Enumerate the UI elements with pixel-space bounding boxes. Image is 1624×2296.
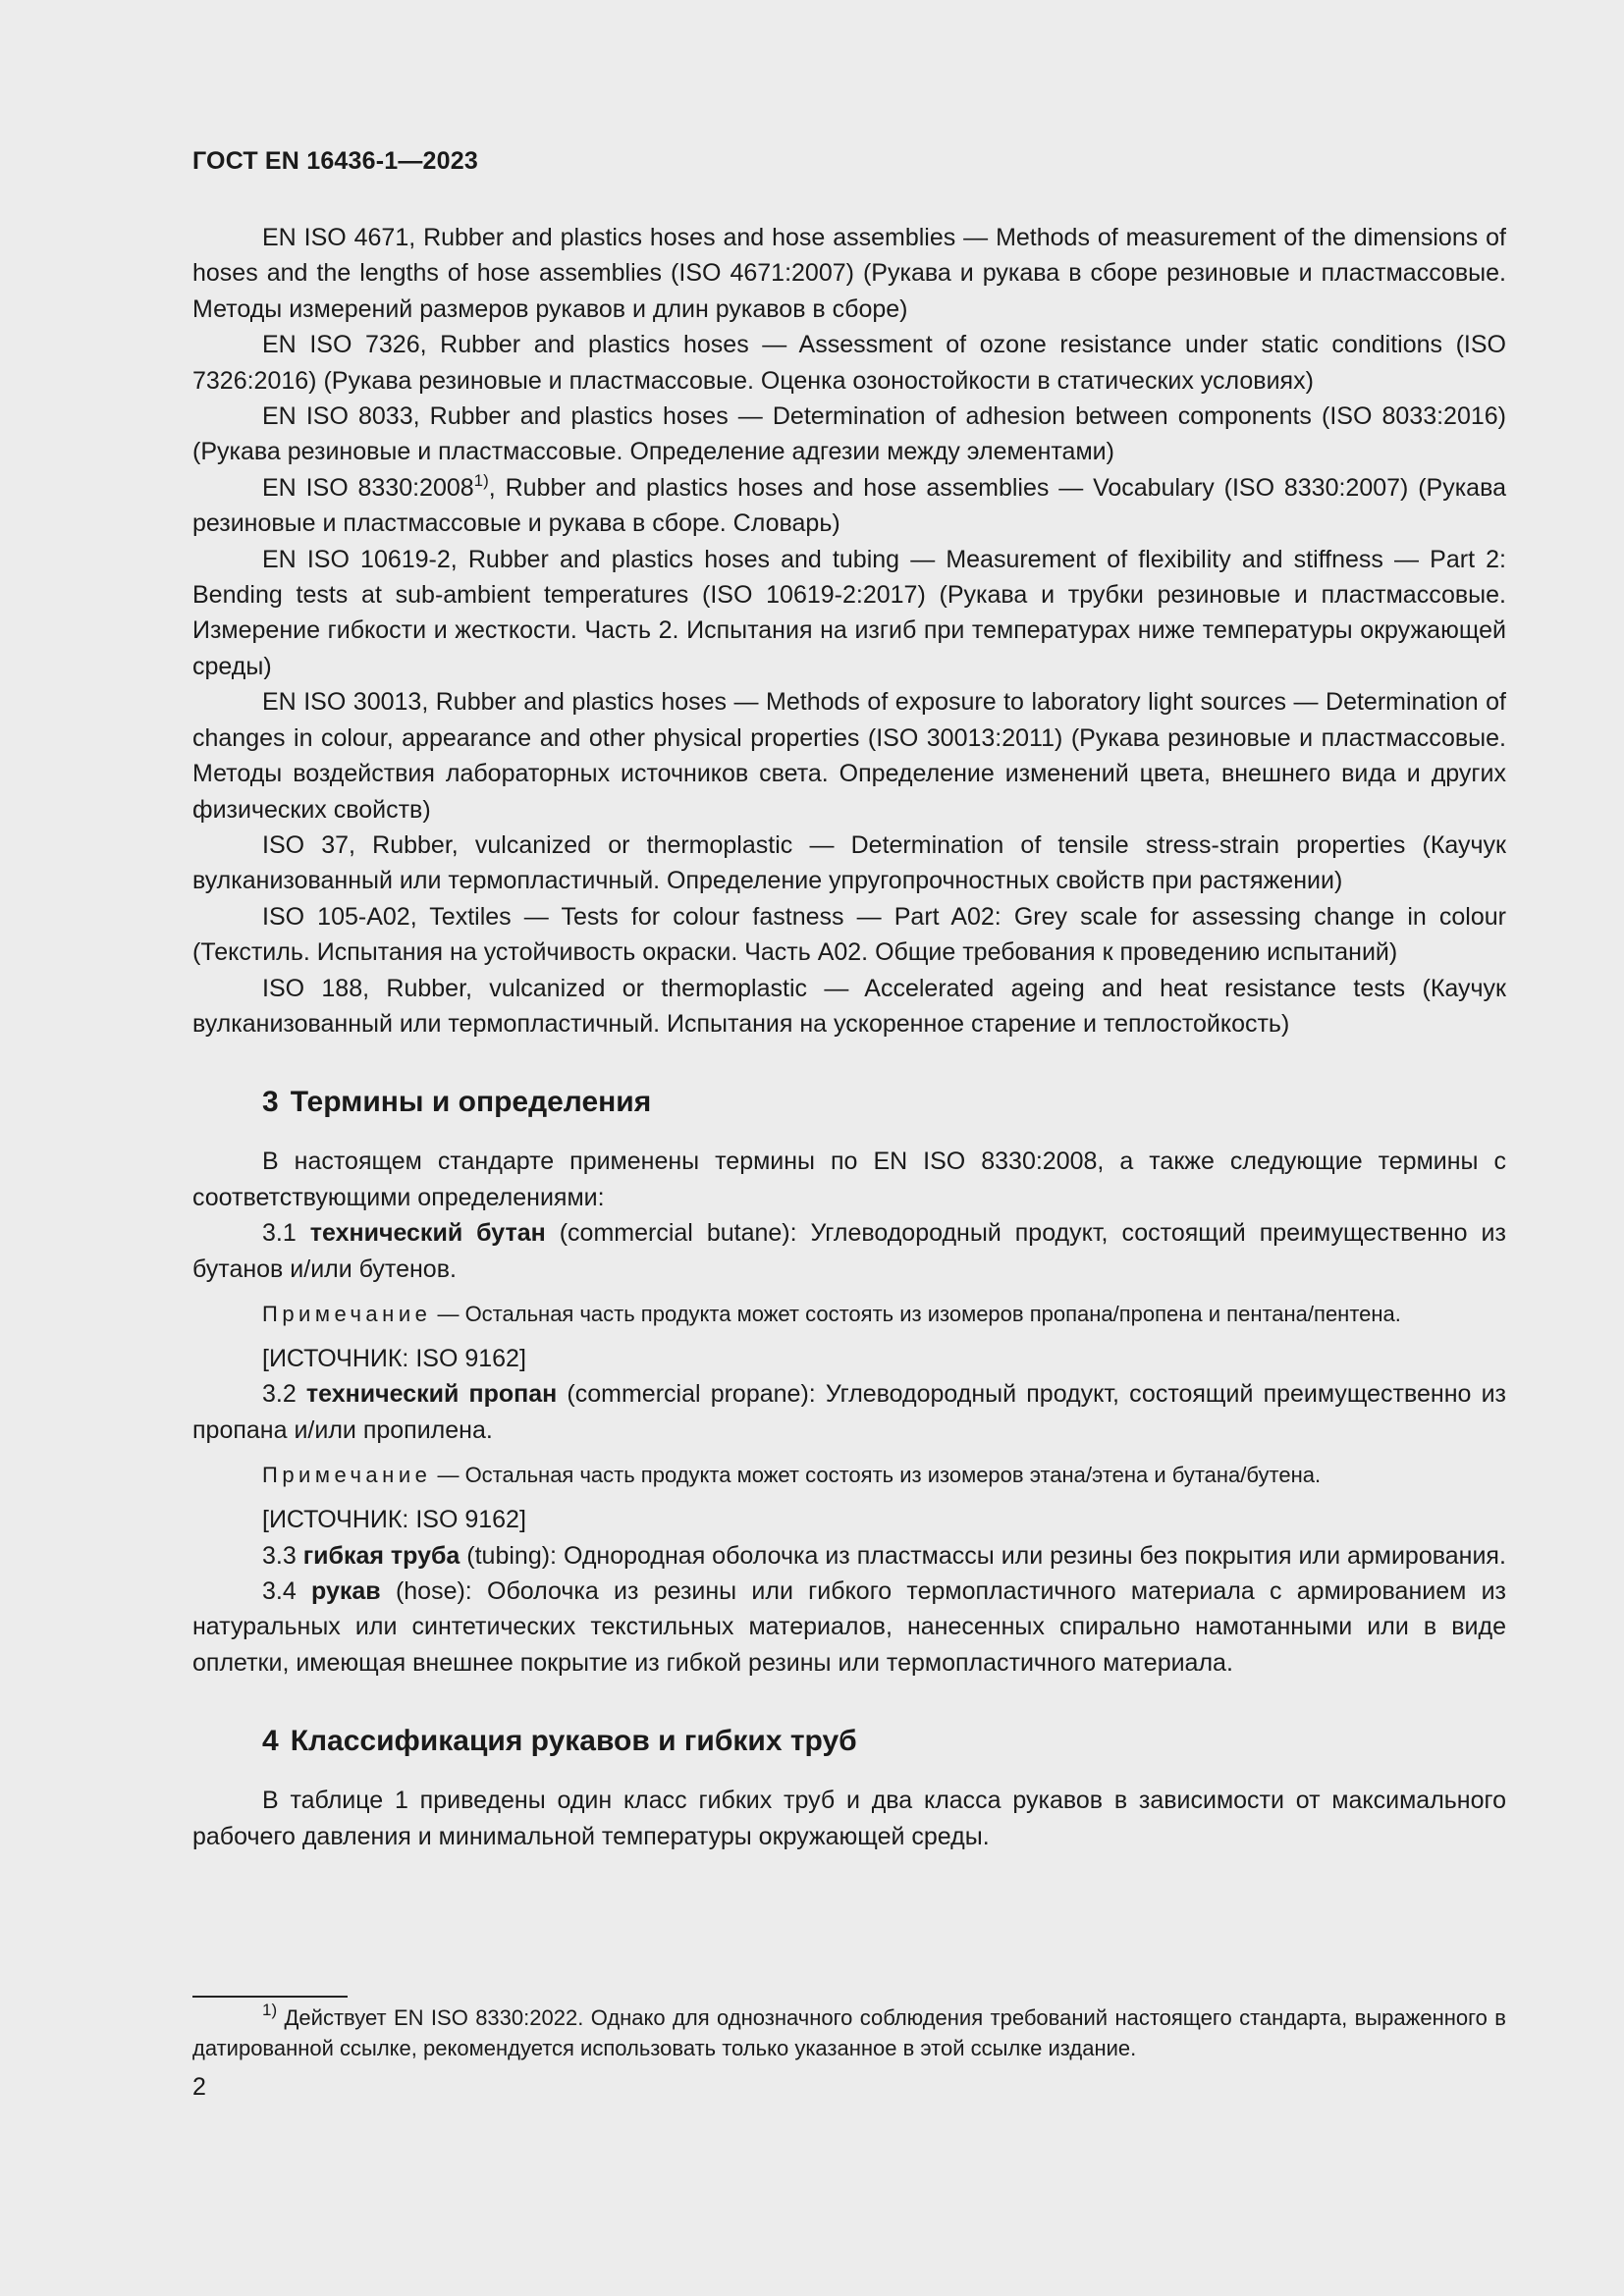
reference-en-iso-30013: EN ISO 30013, Rubber and plastics hoses — Methods of exposure to laboratory light sources — Determination of changes in colour, appearance and other physical properties (ISO 30013:2011) (Рукава резиновые и пластмассовые. Методы воздействия лабораторных источников света. Определение изменений цвета, внешнего вида и других физических свойств)	[192, 688, 1506, 824]
term-3-3	[192, 1538, 1506, 1574]
section-title: Термины и определения	[290, 1086, 652, 1119]
reference-title: , Rubber and plastics hoses and hose assemblies — Vocabulary (ISO 8330:2007) (Рукава резиновые и пластмассовые и рукава в сборе. Словарь)	[192, 473, 1506, 538]
footnote-divider	[192, 1996, 348, 1998]
term-3-4	[192, 1574, 1506, 1681]
section-title: Классификация рукавов и гибких труб	[290, 1725, 857, 1758]
term-name: технический пропан	[305, 1380, 558, 1409]
term-name: рукав	[311, 1577, 381, 1605]
footnote-text: Действует EN ISO 8330:2022. Однако для однозначного соблюдения требований настоящего стандарта, выраженного в датированной ссылке, рекомендуется использовать только указанное в этой ссылке издание.	[192, 2005, 1506, 2060]
section-3-intro: В настоящем стандарте применены термины по EN ISO 8330:2008, а также следующие термины с соответствующими определениями:	[192, 1148, 1506, 1211]
page-number: 2	[192, 2073, 206, 2101]
footnote-marker: 1)	[473, 470, 489, 490]
section-4-text: В таблице 1 приведены один класс гибких труб и два класса рукавов в зависимости от максимального рабочего давления и минимальной температуры окружающей среды.	[192, 1787, 1506, 1850]
reference-en-iso-10619-2: EN ISO 10619-2, Rubber and plastics hoses and tubing — Measurement of flexibility and stiffness — Part 2: Bending tests at sub-ambient temperatures (ISO 10619-2:2017) (Рукава и трубки резиновые и пластмассовые. Измерение гибкости и жесткости. Часть 2. Испытания на изгиб при температурах ниже температуры окружающей среды)	[192, 545, 1506, 680]
term-3-2	[192, 1376, 1506, 1448]
term-number: 3.3	[262, 1541, 297, 1570]
note-3-2	[192, 1460, 1506, 1490]
term-definition: (commercial propane): Углеводородный продукт, состоящий преимущественно из пропана и/или пропилена.	[192, 1380, 1507, 1444]
term-name: гибкая труба	[302, 1541, 460, 1570]
term-number: 3.1	[262, 1219, 297, 1248]
reference-code: EN ISO 8330:2008	[262, 473, 474, 502]
document-code-header: ГОСТ EN 16436-1—2023	[192, 147, 478, 175]
term-definition: (tubing): Однородная оболочка из пластмассы или резины без покрытия или армирования.	[466, 1541, 1506, 1570]
reference-en-iso-4671: EN ISO 4671, Rubber and plastics hoses and hose assemblies — Methods of measurement of the dimensions of hoses and the lengths of hose assemblies (ISO 4671:2007) (Рукава и рукава в сборе резиновые и пластмассовые. Методы измерений размеров рукавов и длин рукавов в сборе)	[192, 224, 1506, 323]
term-number: 3.4	[262, 1577, 297, 1605]
term-number: 3.2	[262, 1380, 297, 1409]
reference-iso-105-a02: ISO 105-A02, Textiles — Tests for colour fastness — Part A02: Grey scale for assessing change in colour (Текстиль. Испытания на устойчивость окраски. Часть A02. Общие требования к проведению испытаний)	[192, 902, 1506, 967]
note-label: Примечание	[262, 1301, 432, 1326]
reference-en-iso-8033: EN ISO 8033, Rubber and plastics hoses — Determination of adhesion between components (ISO 8033:2016) (Рукава резиновые и пластмассовые. Определение адгезии между элементами)	[192, 402, 1506, 466]
term-definition: (hose): Оболочка из резины или гибкого термопластичного материала с армированием из натуральных или синтетических текстильных материалов, нанесенных спирально намотанными или в виде оплетки, имеющая внешнее покрытие из гибкой резины или термопластичного материала.	[192, 1577, 1506, 1677]
footnote-marker: 1)	[262, 2001, 278, 2019]
term-3-1	[192, 1215, 1506, 1287]
reference-iso-37: ISO 37, Rubber, vulcanized or thermoplastic — Determination of tensile stress-strain properties (Каучук вулканизованный или термопластичный. Определение упругопрочностных свойств при растяжении)	[192, 830, 1506, 895]
term-name: технический бутан	[309, 1219, 546, 1248]
reference-en-iso-8330	[192, 470, 1506, 542]
note-3-1	[192, 1299, 1506, 1329]
source-3-1: [ИСТОЧНИК: ISO 9162]	[262, 1344, 526, 1372]
source-3-2: [ИСТОЧНИК: ISO 9162]	[262, 1506, 526, 1534]
section-4-heading	[192, 1722, 1506, 1761]
section-3-heading	[192, 1083, 1506, 1122]
term-definition: (commercial butane): Углеводородный продукт, состоящий преимущественно из бутанов и/или бутенов.	[192, 1219, 1506, 1283]
section-number: 4	[262, 1725, 279, 1758]
note-text: — Остальная часть продукта может состоять из изомеров пропана/пропена и пентана/пентена.	[431, 1301, 1401, 1326]
footnote	[192, 2002, 1506, 2063]
reference-iso-188: ISO 188, Rubber, vulcanized or thermoplastic — Accelerated ageing and heat resistance tests (Каучук вулканизованный или термопластичный. Испытания на ускоренное старение и теплостойкость)	[192, 974, 1506, 1038]
page-content	[192, 220, 1506, 1854]
note-text: — Остальная часть продукта может состоять из изомеров этана/этена и бутана/бутена.	[431, 1463, 1322, 1488]
note-label: Примечание	[262, 1463, 432, 1488]
section-number: 3	[262, 1086, 279, 1119]
reference-en-iso-7326: EN ISO 7326, Rubber and plastics hoses — Assessment of ozone resistance under static conditions (ISO 7326:2016) (Рукава резиновые и пластмассовые. Оценка озоностойкости в статических условиях)	[192, 331, 1506, 395]
